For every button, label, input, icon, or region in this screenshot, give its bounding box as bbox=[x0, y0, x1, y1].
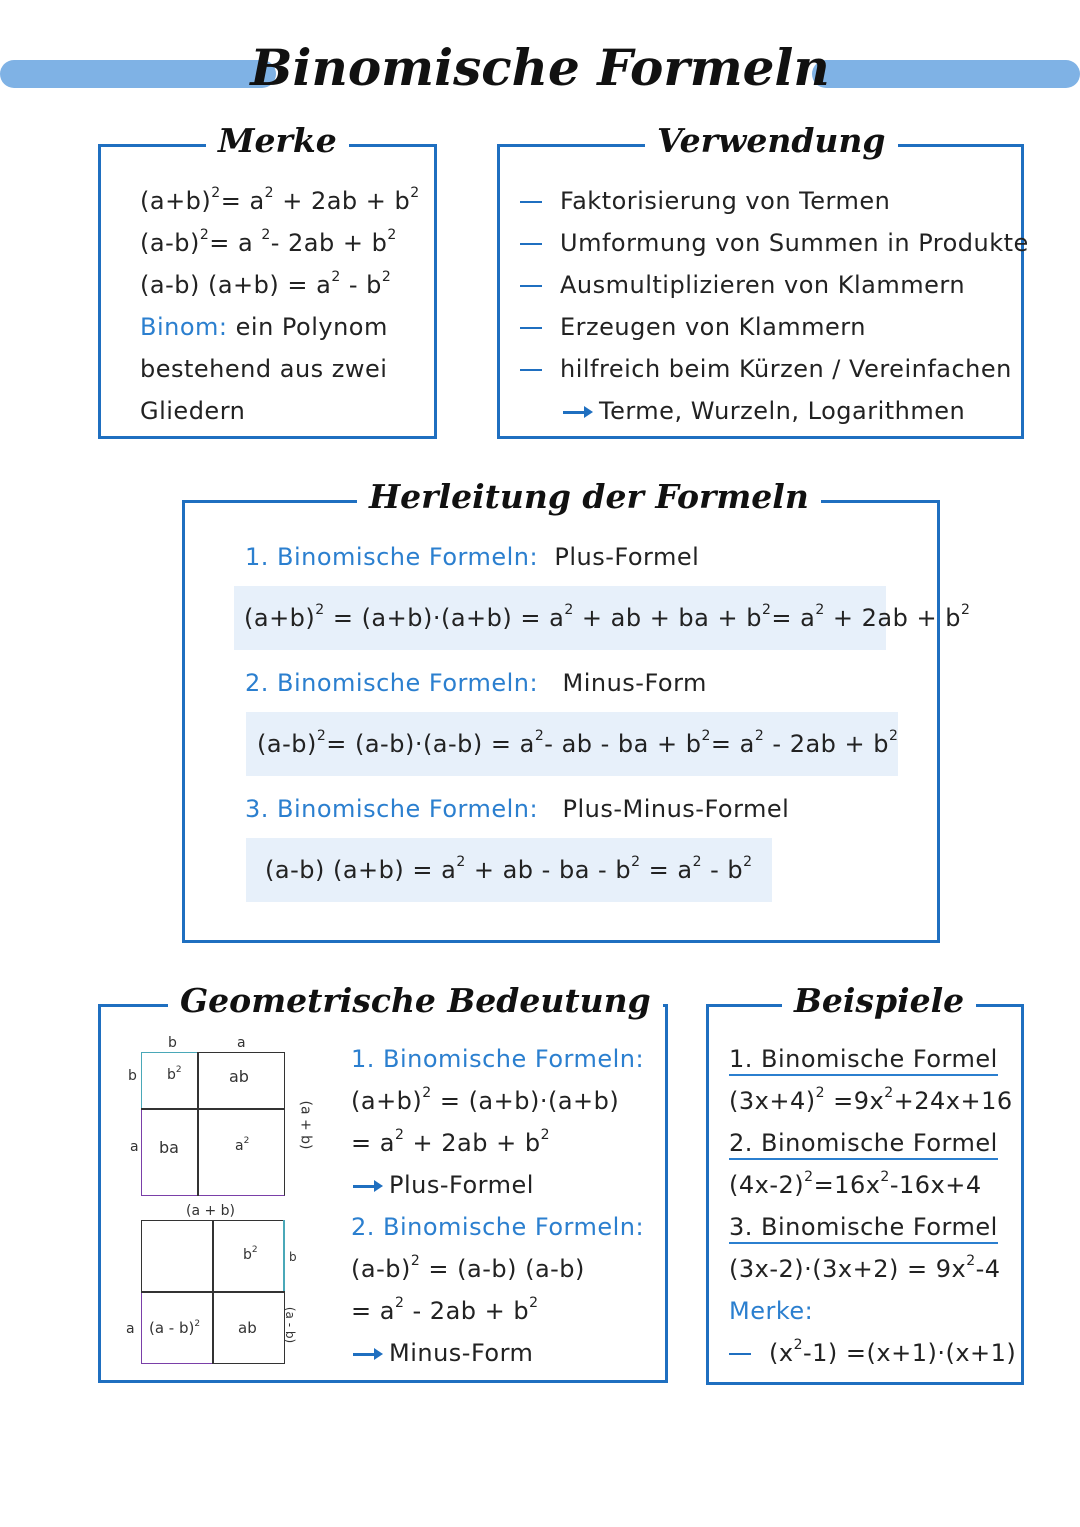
geometrie-eq-2b: = $a^2 - 2ab + b^2$ bbox=[351, 1295, 539, 1325]
geometrie-box bbox=[98, 981, 668, 1383]
cell-a-minus-b-2: (a - b)$^2$ bbox=[149, 1319, 201, 1337]
herleitung-equation-3: (a-b) $(a+b) = a^2$ + ab - ba - $b^2 = a^2 - b^2$ bbox=[265, 854, 753, 884]
merke-formula-2: $(a-b)^2= a$ $^2$- $2ab + b^2$ bbox=[140, 227, 397, 257]
beispiel-label-2: 2. Binomische Formel bbox=[729, 1129, 998, 1157]
divider-horizontal-2 bbox=[141, 1291, 285, 1293]
label-right-b: b bbox=[289, 1250, 297, 1264]
cell-ab-2: ab bbox=[238, 1319, 257, 1337]
herleitung-box bbox=[182, 477, 971, 943]
geometrie-eq-1a: $(a+b)^2 = (a+b)\cdot(a+b)$ bbox=[351, 1085, 620, 1115]
arrow-right-icon bbox=[353, 1353, 379, 1356]
verwendung-item: hilfreich beim Kürzen / Vereinfachen bbox=[520, 355, 1012, 383]
beispiel-eq-3: $(3x-2)\cdot(3x+2) = 9x^2-4$ bbox=[729, 1253, 1001, 1283]
herleitung-heading-1: 1. Binomische Formeln: Plus-Formel bbox=[245, 543, 700, 571]
merke-binom-line-3: Gliedern bbox=[140, 397, 246, 425]
merke-binom-definition: Binom: ein Polynom bbox=[140, 313, 388, 341]
binom-label: Binom: bbox=[140, 313, 228, 341]
verwendung-box bbox=[497, 121, 1029, 439]
label-left-b: b bbox=[128, 1068, 137, 1084]
square-b2-right bbox=[283, 1220, 285, 1292]
herleitung-equation-2: $(a-b)^2= (a-b)\cdot(a-b) = a^2-$ ab - ba + $b^2= a^2 - 2ab + b^2$ bbox=[257, 728, 899, 758]
geometrie-eq-1b: = $a^2 + 2ab + b^2$ bbox=[351, 1127, 550, 1157]
beispiel-merke-label: Merke: bbox=[729, 1297, 814, 1325]
label-top-b: b bbox=[168, 1035, 177, 1051]
merke-binom-line-2: bestehend aus zwei bbox=[140, 355, 388, 383]
geometrie-title: Geometrische Bedeutung bbox=[168, 981, 663, 1020]
beispiel-label-1: 1. Binomische Formel bbox=[729, 1045, 998, 1073]
arrow-right-icon bbox=[353, 1185, 379, 1188]
beispiele-title: Beispiele bbox=[782, 981, 976, 1020]
geometrie-label-1: 1. Binomische Formeln: bbox=[351, 1045, 645, 1073]
page-title: Binomische Formeln bbox=[250, 38, 830, 97]
cell-b2-2: $b^2$ bbox=[243, 1245, 258, 1263]
geometrie-arrow-1: Plus-Formel bbox=[353, 1171, 534, 1199]
herleitung-equation-1: $(a+b)^2 = (a+b)\cdot(a+b) = a^2$ + ab + ba + $b^2= a^2 + 2ab + b^2$ bbox=[244, 602, 971, 632]
beispiel-eq-1: $(3x+4)^2 =9x^2+24x+16$ bbox=[729, 1085, 1013, 1115]
herleitung-heading-3: 3. Binomische Formeln: Plus-Minus-Formel bbox=[245, 795, 790, 823]
label-side-a-minus-b: (a - b) bbox=[283, 1306, 298, 1344]
herleitung-heading-2: 2. Binomische Formeln: Minus-Form bbox=[245, 669, 707, 697]
geometrie-label-2: 2. Binomische Formeln: bbox=[351, 1213, 645, 1241]
merke-formula-1: $(a+b)^2= a^2 + 2ab + b^2$ bbox=[140, 185, 420, 215]
merke-title: Merke bbox=[206, 121, 349, 160]
label-left-a-2: a bbox=[126, 1321, 135, 1337]
label-left-a: a bbox=[130, 1139, 139, 1155]
cell-ab: ab bbox=[229, 1067, 249, 1086]
beispiel-merke-eq: $(x^2-1) =(x+1)\cdot(x+1)$ bbox=[729, 1339, 1016, 1367]
verwendung-arrow-item: Terme, Wurzeln, Logarithmen bbox=[563, 397, 965, 425]
merke-box bbox=[98, 121, 437, 439]
label-side-a-plus-b: (a + b) bbox=[297, 1100, 314, 1150]
verwendung-title: Verwendung bbox=[645, 121, 898, 160]
beispiel-eq-2: $(4x-2)^2=16x^2-16x+4$ bbox=[729, 1169, 982, 1199]
arrow-right-icon bbox=[563, 411, 589, 414]
cell-b2: $b^2$ bbox=[167, 1065, 182, 1083]
divider-vertical bbox=[197, 1052, 199, 1196]
geometrie-eq-2a: $(a-b)^2 = (a-b)$ (a-b) bbox=[351, 1253, 585, 1283]
beispiele-box bbox=[706, 981, 1024, 1385]
geometrie-arrow-2: Minus-Form bbox=[353, 1339, 533, 1367]
cell-a2: $a^2$ bbox=[235, 1136, 250, 1154]
verwendung-item: Erzeugen von Klammern bbox=[520, 313, 866, 341]
label-bottom-a-plus-b: (a + b) bbox=[186, 1203, 236, 1219]
cell-ba: ba bbox=[159, 1138, 179, 1157]
verwendung-item: Ausmultiplizieren von Klammern bbox=[520, 271, 965, 299]
verwendung-item: Umformung von Summen in Produkte bbox=[520, 229, 1029, 257]
divider-horizontal bbox=[141, 1108, 285, 1110]
merke-formula-3: (a-b) $(a+b) = a^2 - b^2$ bbox=[140, 269, 392, 299]
herleitung-title: Herleitung der Formeln bbox=[357, 477, 821, 516]
verwendung-item: Faktorisierung von Termen bbox=[520, 187, 890, 215]
beispiel-label-3: 3. Binomische Formel bbox=[729, 1213, 998, 1241]
label-top-a: a bbox=[237, 1035, 246, 1051]
